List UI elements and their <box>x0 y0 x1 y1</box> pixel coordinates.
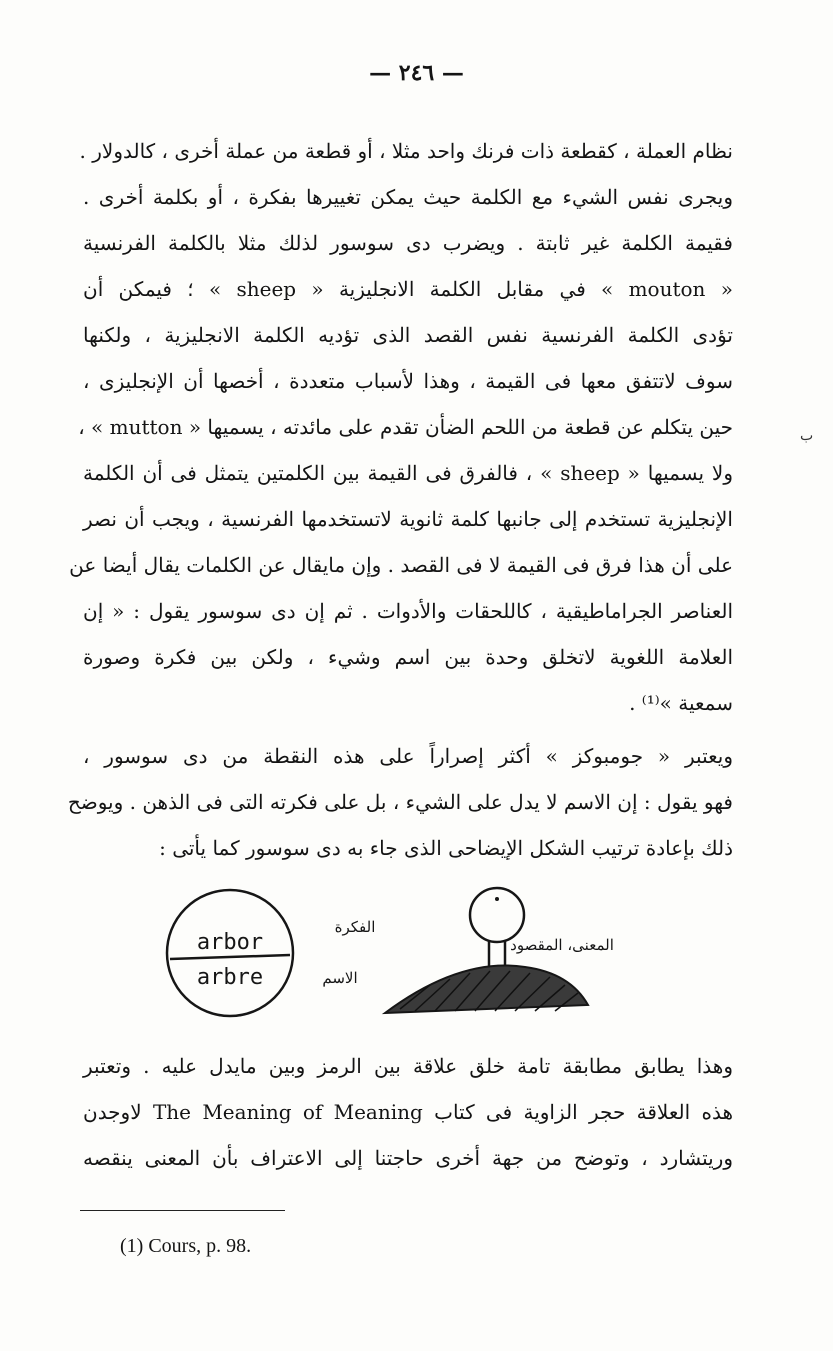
text-line: العلامة اللغوية لاتخلق وحدة بين اسم وشيء ، ولكن بين فكرة وصورة <box>83 645 733 669</box>
concept-diagram-svg <box>160 875 614 1025</box>
sign-circle <box>167 890 293 1016</box>
paragraph-3 <box>83 1043 733 1181</box>
circle-word-bottom: arbre <box>196 965 264 990</box>
text-line: وريتشارد ، وتوضح من جهة أخرى حاجتنا إلى الاعتراف بأن المعنى ينقصه <box>83 1146 733 1170</box>
illustration <box>160 875 614 1025</box>
paragraph-1 <box>69 128 733 726</box>
footnote-divider <box>80 1210 285 1211</box>
text-line: « mouton » في مقابل الكلمة الانجليزية « sheep » ؛ فيمكن أن <box>83 277 733 301</box>
text-line: ويجرى نفس الشيء مع الكلمة حيث يمكن تغييرها بفكرة ، أو بكلمة أخرى . <box>83 185 733 209</box>
footnote: (1) Cours, p. 98. <box>120 1235 252 1257</box>
circle-word-top: arbor <box>196 930 264 955</box>
text-line: سوف لاتتفق معها فى القيمة ، وهذا لأسباب متعددة ، أخصها أن الإنجليزى ، <box>83 369 733 393</box>
text-line: وهذا يطابق مطابقة تامة خلق علاقة بين الرمز وبين مايدل عليه . وتعتبر <box>83 1054 733 1078</box>
label-name: الاسم <box>322 969 358 987</box>
text-line: ويعتبر « جومبوكز » أكثر إصراراً على هذه النقطة من دى سوسور ، <box>83 744 733 768</box>
text-line: الإنجليزية تستخدم إلى جانبها كلمة ثانوية لاتستخدمها الفرنسية ، ويجب أن نصر <box>83 507 733 531</box>
margin-mark: ب <box>800 428 814 444</box>
paragraph-2 <box>67 733 733 871</box>
page-number: — ٢٤٦ — <box>369 60 464 86</box>
text-line: العناصر الجراماطيقية ، كاللحقات والأدوات . ثم إن دى سوسور يقول : « إن <box>83 599 733 623</box>
text-line: ذلك بإعادة ترتيب الشكل الإيضاحى الذى جاء به دى سوسور كما يأتى : <box>159 836 733 860</box>
label-concept: الفكرة <box>334 918 376 936</box>
text-line: حين يتكلم عن قطعة من اللحم الضأن تقدم على مائدته ، يسميها « mutton » ، <box>78 415 733 439</box>
text-line: ولا يسميها « sheep » ، فالفرق فى القيمة بين الكلمتين يتمثل فى أن الكلمة <box>83 461 733 485</box>
text-line: تؤدى الكلمة الفرنسية نفس القصد الذى تؤديه الكلمة الانجليزية ، ولكنها <box>83 323 733 347</box>
text-line: سمعية »⁽¹⁾ . <box>629 691 733 715</box>
text-line: على أن هذا فرق فى القيمة لا فى القصد . وإن مايقال عن الكلمات يقال أيضا عن <box>69 553 733 577</box>
text-line: فهو يقول : إن الاسم لا يدل على الشيء ، بل على فكرته التى فى الذهن . ويوضح <box>67 790 733 814</box>
text-line: هذه العلاقة حجر الزاوية فى كتاب The Meaning of Meaning لاوجدن <box>83 1100 733 1124</box>
label-meaning: المعنى، المقصود <box>510 936 614 954</box>
text-line: نظام العملة ، كقطعة ذات فرنك واحد مثلا ، أو قطعة من عملة أخرى ، كالدولار . <box>79 139 733 163</box>
text-line: فقيمة الكلمة غير ثابتة . ويضرب دى سوسور لذلك مثلا بالكلمة الفرنسية <box>83 231 733 255</box>
